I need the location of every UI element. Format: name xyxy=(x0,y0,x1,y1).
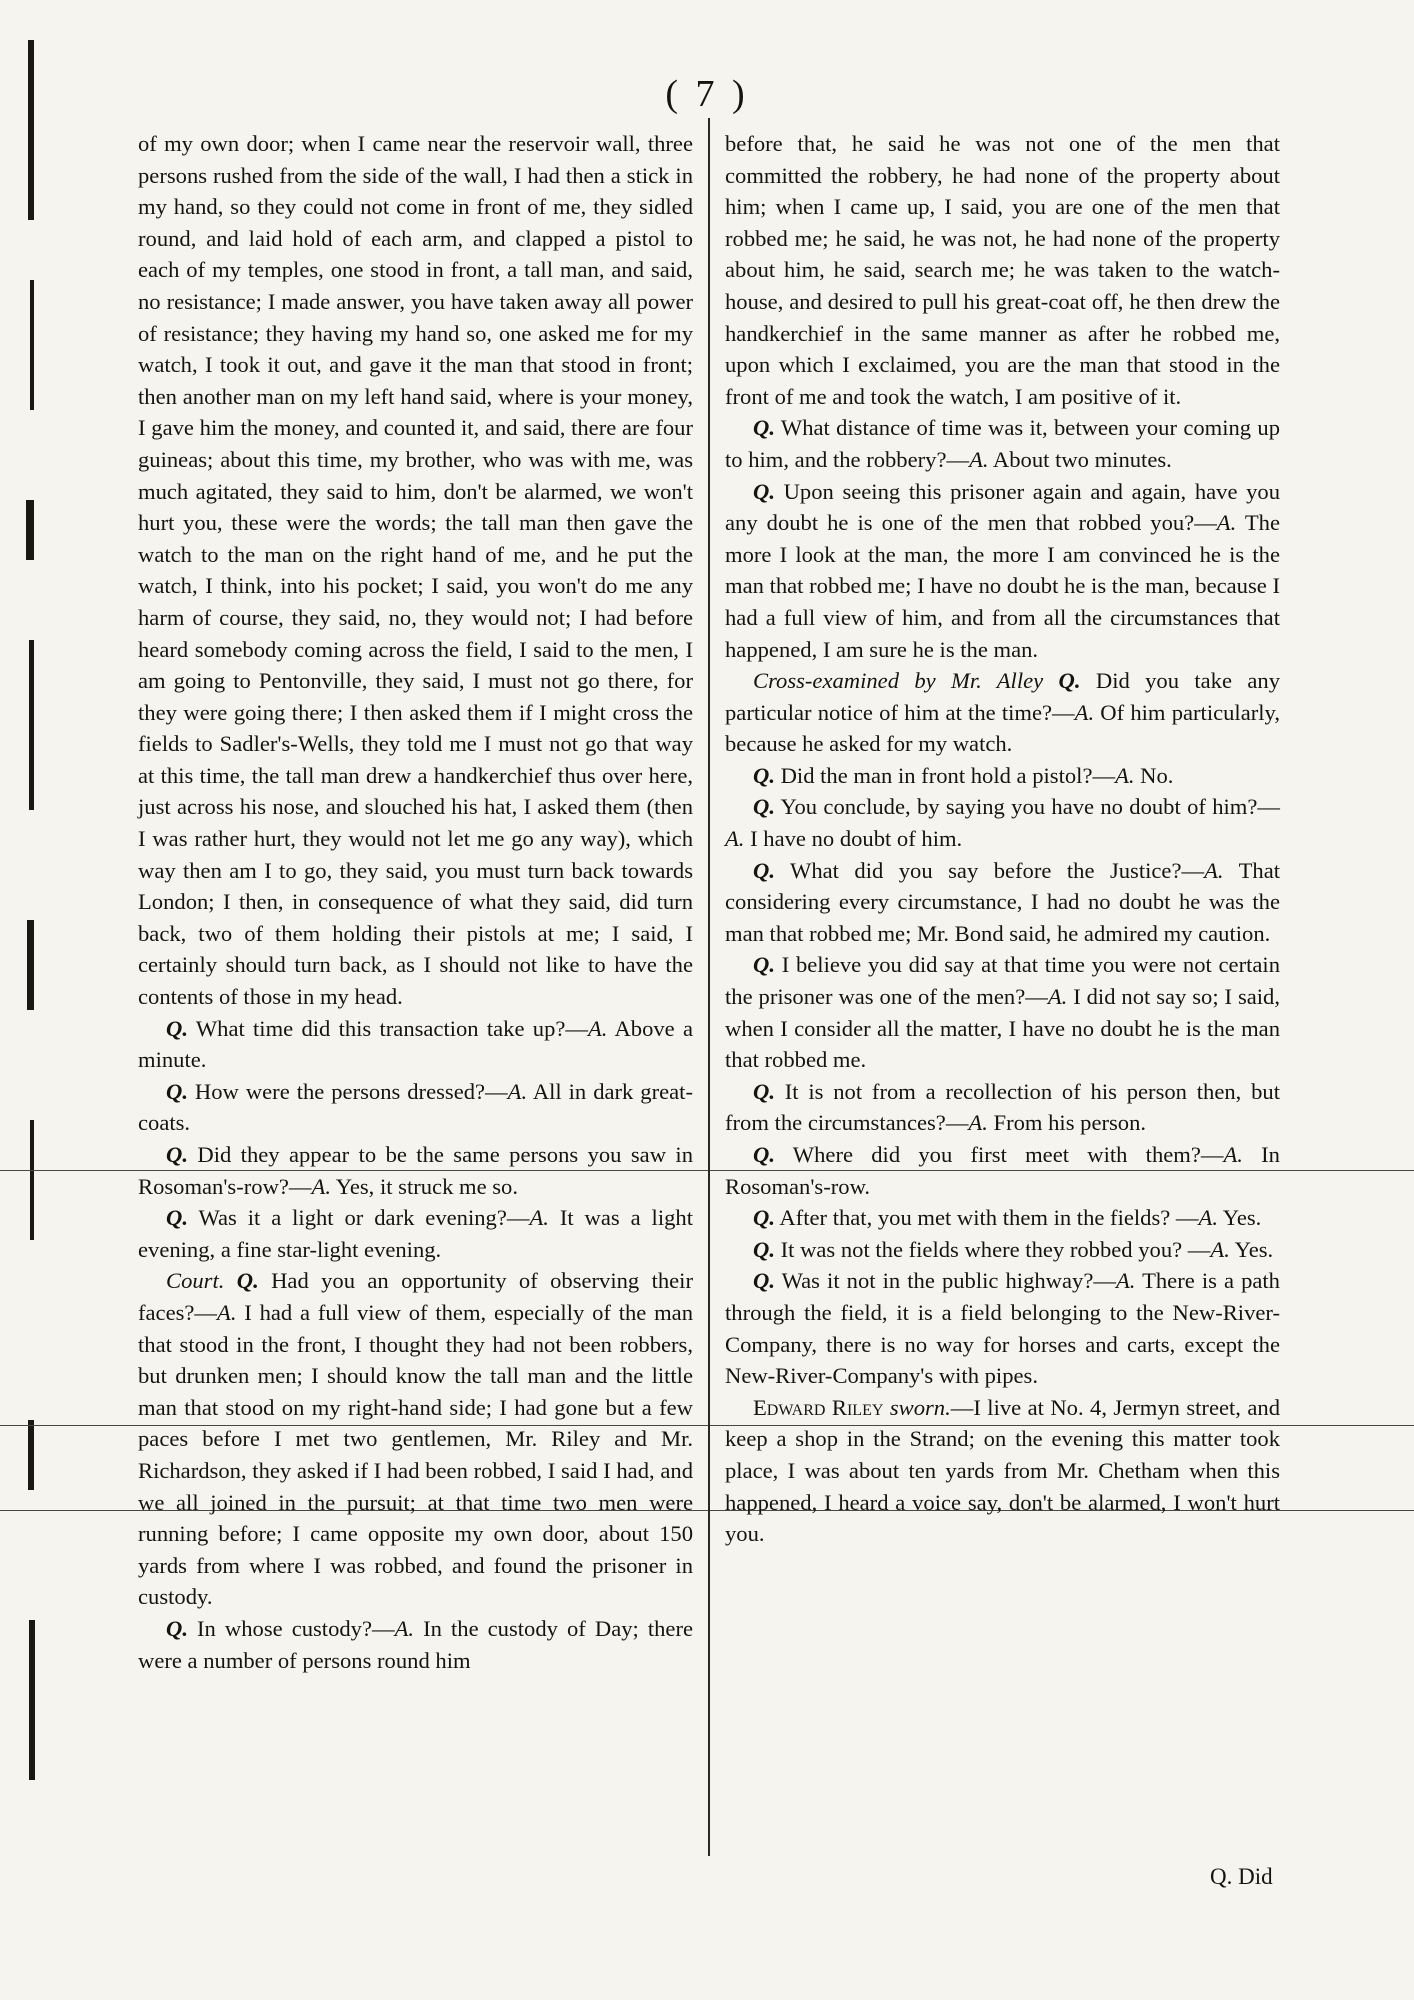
paragraph xyxy=(138,1202,693,1265)
question-marker: Q. xyxy=(753,952,775,978)
text-run: It was not the fields where they robbed you? — xyxy=(774,1236,1211,1262)
question-marker: Q. xyxy=(753,857,775,883)
text-run: How were the persons dressed?— xyxy=(187,1078,508,1104)
paragraph xyxy=(138,1265,693,1613)
answer-marker: A. xyxy=(969,446,989,472)
answer-marker: A. xyxy=(217,1299,237,1325)
speaker-label: Cross-examined by Mr. Alley xyxy=(753,668,1044,694)
text-run: In whose custody?— xyxy=(187,1615,395,1641)
text-run xyxy=(1043,668,1058,693)
catchword: Q. Did xyxy=(1210,1864,1273,1889)
text-run: Had you an opportunity of observing their faces?— xyxy=(138,1268,693,1325)
text-run: After that, you met with them in the fields? — xyxy=(774,1205,1199,1231)
speaker-label: sworn. xyxy=(889,1394,951,1420)
text-run: That considering every circumstance, I had no doubt he was the man that robbed me; Mr. Bond said, he admired my caution. xyxy=(725,857,1280,946)
text-run xyxy=(224,1268,236,1293)
text-run: From his person. xyxy=(987,1110,1147,1136)
question-marker: Q. xyxy=(753,794,775,820)
question-marker: Q. xyxy=(1058,668,1081,694)
paragraph xyxy=(138,1076,693,1139)
answer-marker: A. xyxy=(507,1078,528,1104)
text-run: What did you say before the Justice?— xyxy=(774,857,1205,883)
answer-marker: A. xyxy=(311,1173,331,1199)
answer-marker: A. xyxy=(1115,1268,1136,1294)
text-run: Yes, it struck me so. xyxy=(330,1173,519,1199)
text-run: before that, he said he was not one of the men that committed the robbery, he had none of the property about him; when I came up, I said, you are one of the men that robbed me; he said, he was not, he had none of the property about him, he said, search me; he was taken to the watch-house, and desired to pull his great-coat off, he then drew the handkerchief in the same manner as after he robbed me, upon which I exclaimed, you are the man that stood in the front of me and took the watch, I am positive of it. xyxy=(725,131,1280,409)
answer-marker: A. xyxy=(1198,1205,1218,1231)
paragraph xyxy=(138,128,693,1013)
answer-marker: A. xyxy=(1074,699,1095,725)
paragraph xyxy=(725,1076,1280,1139)
text-run: It is not from a recollection of his person then, but from the circumstances?— xyxy=(725,1078,1280,1136)
text-run: Was it not in the public highway?— xyxy=(774,1268,1116,1294)
paragraph xyxy=(138,1013,693,1076)
text-run: I have no doubt of him. xyxy=(744,826,963,852)
text-run: Yes. xyxy=(1229,1236,1274,1262)
question-marker: Q. xyxy=(753,762,775,788)
answer-marker: A. xyxy=(1216,510,1237,536)
answer-marker: A. xyxy=(394,1615,415,1641)
paragraph xyxy=(725,412,1280,475)
text-run: Did you take any particular notice of him at the time?— xyxy=(725,668,1280,725)
paragraph xyxy=(138,1139,693,1202)
answer-marker: A. xyxy=(1047,984,1068,1010)
question-marker: Q. xyxy=(753,1236,775,1262)
text-run: Upon seeing this prisoner again and again, have you any doubt he is one of the men that robbed you?— xyxy=(725,478,1280,536)
question-marker: Q. xyxy=(753,1205,775,1231)
speaker-label: Edward Riley xyxy=(753,1394,884,1420)
paragraph xyxy=(725,791,1280,854)
paragraph xyxy=(725,665,1280,760)
answer-marker: A. xyxy=(587,1015,608,1041)
answer-marker: A. xyxy=(725,826,745,852)
question-marker: Q. xyxy=(753,1268,775,1294)
text-run: You conclude, by saying you have no doubt of him?— xyxy=(774,794,1280,820)
paragraph xyxy=(725,1139,1280,1202)
page-number: ( 7 ) xyxy=(665,73,749,115)
text-run: of my own door; when I came near the reservoir wall, three persons rushed from the side of the wall, I had then a stick in my hand, so they could not come in front of me, they sidled round, and laid hold of each arm, and clapped a pistol to each of my temples, one stood in front, a tall man, and said, no resistance; I made answer, you have taken away all power of resistance; they having my hand so, one asked me for my watch, I took it out, and gave it the man that stood in front; then another man on my left hand said, where is your money, I gave him the money, and counted it, and said, there are four guineas; about this time, my brother, who was with me, was much agitated, they said to him, don't be alarmed, we won't hurt you, these were the words; the tall man then gave the watch to the man on the right hand of me, and he put the watch, I think, into his pocket; I said, you won't do me any harm of course, they said, no, they would not; I had before heard somebody coming across the field, I said to the men, I am going to Pentonville, they said, I must not go there, for they were going there; I then asked them if I might cross the fields to Sadler's-Wells, they told me I must not go that way at this time, the tall man drew a handkerchief thus over here, just across his nose, and slouched his hat, I asked them (then I was rather hurt, they would not let me go any way), which way then am I to go, they said, you must turn back towards London; I then, in consequence of what they said, did turn back, two of them holding their pistols at me; I said, I certainly should turn back, as I should not like to have the contents of those in my head. xyxy=(138,131,693,1010)
left-text-column xyxy=(138,128,693,1676)
question-marker: Q. xyxy=(753,1078,775,1104)
question-marker: Q. xyxy=(236,1268,259,1294)
text-run: Of him particularly, because he asked for my watch. xyxy=(725,699,1281,757)
text-run: About two minutes. xyxy=(988,446,1172,472)
answer-marker: A. xyxy=(1223,1142,1243,1167)
text-run: —I live at No. 4, Jermyn street, and keep a shop in the Strand; on the evening this matter took place, I was about ten yards from Mr. Chetham when this happened, I heard a voice say, don't be alarmed, I won't hurt you. xyxy=(725,1394,1280,1547)
text-run: No. xyxy=(1134,762,1174,788)
answer-marker: A. xyxy=(529,1205,549,1231)
text-run: It was a light evening, a fine star-light evening. xyxy=(138,1205,693,1262)
question-marker: Q. xyxy=(166,1615,188,1641)
question-marker: Q. xyxy=(166,1142,188,1167)
question-marker: Q. xyxy=(753,478,775,504)
text-run: In the custody of Day; there were a number of persons round him xyxy=(138,1615,694,1673)
text-run: The more I look at the man, the more I am convinced he is the man that robbed me; I have no doubt he is the man, because I had a full view of him, and from all the circumstances that happened, I am sure he is the man. xyxy=(725,510,1280,662)
question-marker: Q. xyxy=(753,415,775,441)
answer-marker: A. xyxy=(1115,762,1135,788)
text-run: What distance of time was it, between your coming up to him, and the robbery?— xyxy=(725,415,1280,472)
question-marker: Q. xyxy=(166,1205,188,1231)
text-run: In Rosoman's-row. xyxy=(725,1142,1280,1199)
text-run: Did they appear to be the same persons you saw in Rosoman's-row?— xyxy=(138,1142,693,1199)
text-run: Where did you first meet with them?— xyxy=(774,1142,1224,1167)
answer-marker: A. xyxy=(1204,857,1224,883)
question-marker: Q. xyxy=(166,1015,188,1041)
paragraph xyxy=(725,760,1280,792)
text-run: Was it a light or dark evening?— xyxy=(187,1205,530,1231)
paragraph xyxy=(725,1265,1280,1391)
text-run: I had a full view of them, especially of the man that stood in the front, I thought they had not been robbers, but drunken men; I should know the tall man and the little man that stood on my right-hand side; I had gone but a few paces before I met two gentlemen, Mr. Riley and Mr. Richardson, they asked if I had been robbed, I said I had, and we all joined in the pursuit; at that time two men were running before; I came opposite my own door, about 150 yards from where I was robbed, and found the prisoner in custody. xyxy=(138,1299,693,1610)
paragraph xyxy=(725,1202,1280,1234)
answer-marker: A. xyxy=(1210,1236,1230,1262)
text-run: There is a path through the field, it is a field belonging to the New-River-Company, there is no way for horses and carts, except the New-River-Company's with pipes. xyxy=(725,1268,1280,1389)
answer-marker: A. xyxy=(968,1110,988,1136)
text-run: All in dark great-coats. xyxy=(138,1078,693,1136)
paragraph xyxy=(725,949,1280,1075)
paragraph xyxy=(725,476,1280,666)
text-run: I did not say so; I said, when I consider all the matter, I have no doubt he is the man that robbed me. xyxy=(725,984,1280,1073)
paragraph xyxy=(725,1234,1280,1266)
text-run: Above a minute. xyxy=(138,1015,693,1073)
text-run: I believe you did say at that time you were not certain the prisoner was one of the men?— xyxy=(725,952,1280,1010)
paragraph xyxy=(725,1392,1280,1550)
speaker-label: Court. xyxy=(166,1268,225,1294)
paragraph xyxy=(138,1613,693,1676)
scan-margin-artifacts xyxy=(20,20,50,1920)
right-text-column xyxy=(725,128,1280,1550)
paragraph xyxy=(725,855,1280,950)
paragraph xyxy=(725,128,1280,412)
question-marker: Q. xyxy=(753,1142,775,1167)
text-run: What time did this transaction take up?— xyxy=(187,1015,588,1041)
text-run: Yes. xyxy=(1217,1205,1262,1231)
text-run: Did the man in front hold a pistol?— xyxy=(774,762,1116,788)
column-divider xyxy=(708,118,710,1856)
question-marker: Q. xyxy=(166,1078,188,1104)
